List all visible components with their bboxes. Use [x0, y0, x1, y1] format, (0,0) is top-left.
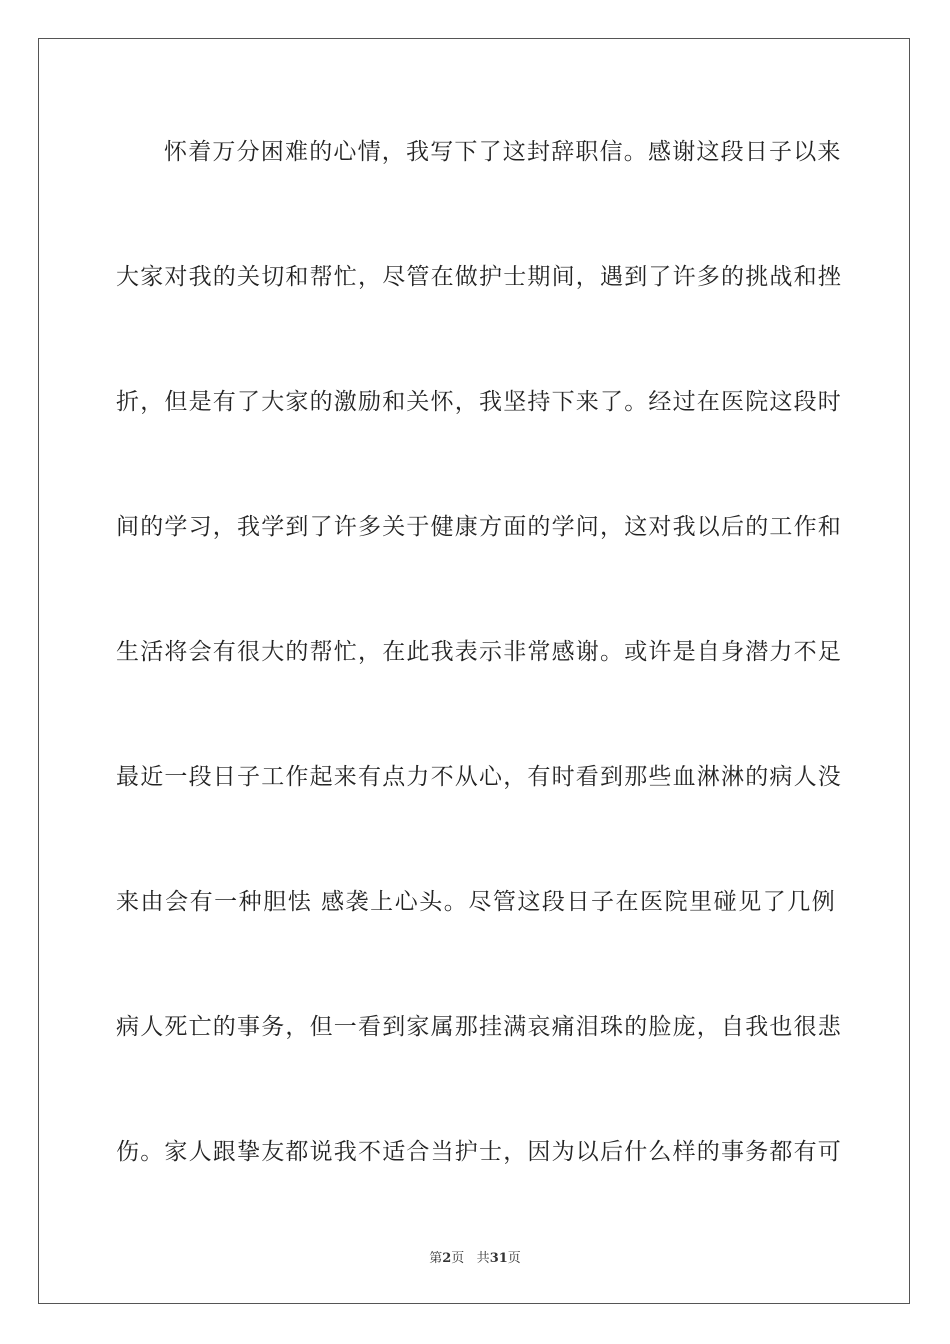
letter-body — [116, 132, 842, 1257]
paragraph-line-2: 大家对我的关切和帮忙，尽管在做护士期间，遇到了许多的挑战和挫 — [116, 264, 842, 290]
paragraph-line-7: 来由会有一种胆怯 感袭上心头。尽管这段日子在医院里碰见了几例 — [116, 889, 836, 915]
paragraph-line-4: 间的学习，我学到了许多关于健康方面的学问，这对我以后的工作和 — [116, 514, 842, 540]
page-footer — [0, 1247, 950, 1266]
total-suffix: 页 — [507, 1251, 521, 1266]
paragraph-line-9: 伤。家人跟挚友都说我不适合当护士，因为以后什么样的事务都有可 — [116, 1139, 842, 1165]
paragraph-line-1: 怀着万分困难的心情，我写下了这封辞职信。感谢这段日子以来 — [164, 139, 842, 165]
page-prefix: 第 — [429, 1251, 443, 1266]
page-number: 2 — [442, 1251, 452, 1266]
paragraph-line-3: 折，但是有了大家的激励和关怀，我坚持下来了。经过在医院这段时 — [116, 389, 842, 415]
total-pages: 31 — [489, 1251, 508, 1266]
page-suffix: 页 — [451, 1251, 465, 1266]
paragraph-line-5: 生活将会有很大的帮忙，在此我表示非常感谢。或许是自身潜力不足 — [116, 639, 842, 665]
total-prefix: 共 — [476, 1251, 490, 1266]
paragraph-line-6: 最近一段日子工作起来有点力不从心，有时看到那些血淋淋的病人没 — [116, 764, 842, 790]
paragraph-line-8: 病人死亡的事务，但一看到家属那挂满哀痛泪珠的脸庞，自我也很悲 — [116, 1014, 842, 1040]
